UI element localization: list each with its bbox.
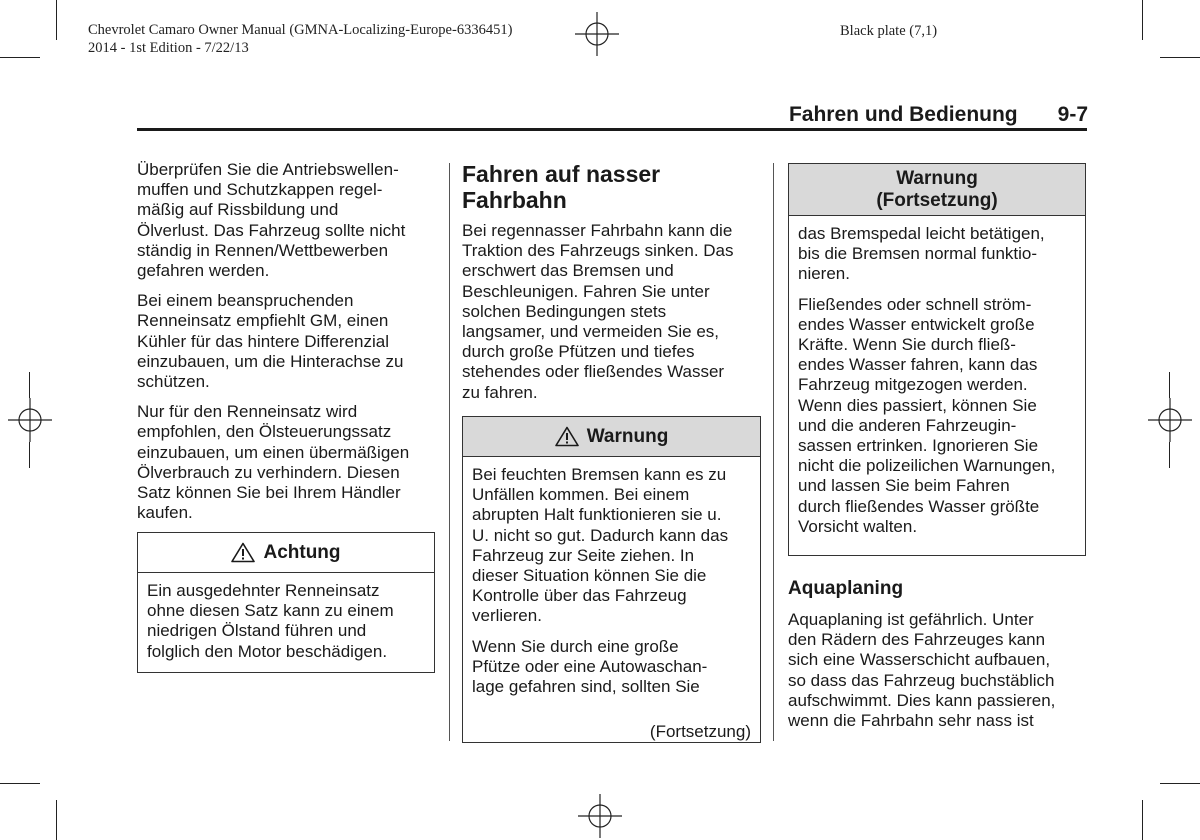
warning-paragraph: Wenn Sie durch eine große Pfütze oder eine Autowaschan- lage gefahren sind, sollten Sie [472, 636, 708, 697]
crop-mark [1169, 442, 1170, 468]
black-plate-label: Black plate (7,1) [840, 23, 938, 39]
crop-mark [56, 800, 57, 840]
caution-box [137, 532, 435, 673]
caution-title: Achtung [263, 541, 341, 563]
crop-mark [29, 372, 30, 398]
caution-text: Ein ausgedehnter Renneinsatz ohne diesen Satz kann zu einem niedrigen Ölstand führen und folglich den Motor beschädigen. [147, 581, 394, 661]
header-rule [137, 128, 1087, 131]
registration-mark-icon [575, 12, 619, 56]
registration-mark-icon [8, 398, 52, 442]
warning-continued-title: Warnung (Fortsetzung) [876, 167, 998, 211]
warning-box-body [463, 457, 760, 697]
crop-mark [56, 0, 57, 40]
crop-mark [1142, 0, 1143, 40]
subheading-aquaplaning: Aquaplaning [788, 578, 904, 599]
print-meta-line1: Chevrolet Camaro Owner Manual (GMNA-Localizing-Europe-6336451) [88, 22, 513, 38]
warning-title: Warnung [586, 425, 669, 447]
crop-mark [0, 783, 40, 784]
paragraph: Aquaplaning ist gefährlich. Unter den Rädern des Fahrzeuges kann sich eine Wasserschicht aufbauen, so dass das Fahrzeug buchstäblich aufschwimmt. Dies kann passieren, wenn die Fahrbahn sehr nass ist [788, 610, 1056, 731]
warning-triangle-icon [555, 426, 579, 447]
crop-mark [1160, 783, 1200, 784]
warning-paragraph: Bei feuchten Bremsen kann es zu Unfällen kommen. Bei einem abrupten Halt funktionieren sie u. U. nicht so gut. Dadurch kann das Fahrzeug zur Seite ziehen. In dieser Situation können Sie die Kontrolle über das Fahrzeug verlieren. [472, 465, 729, 626]
registration-mark-icon [1148, 398, 1192, 442]
page-number: 9-7 [1057, 103, 1088, 126]
warning-continued-box [788, 163, 1086, 556]
column-divider [449, 163, 450, 741]
crop-mark [1142, 800, 1143, 840]
warning-box-header [463, 417, 760, 457]
warning-triangle-icon [231, 542, 255, 563]
print-meta [88, 21, 608, 57]
warning-paragraph: das Bremspedal leicht betätigen, bis die Bremsen normal funktio- nieren. [798, 224, 1045, 284]
crop-mark [29, 442, 30, 468]
registration-mark-icon [578, 794, 622, 838]
crop-mark [1169, 372, 1170, 398]
paragraph: Bei einem beanspruchenden Renneinsatz empfiehlt GM, einen Kühler für das hintere Differenzial einzubauen, um die Hinterachse zu schützen. [137, 291, 404, 392]
crop-mark [0, 57, 40, 58]
paragraph: Bei regennasser Fahrbahn kann die Traktion des Fahrzeugs sinken. Das erschwert das Bremsen und Beschleunigen. Fahren Sie unter solchen Bedingungen stets langsamer, und vermeiden Sie es, durch große Pfützen und tiefes stehendes oder fließendes Wasser zu fahren. [462, 221, 734, 402]
section-title-text: Fahren und Bedienung [788, 103, 1018, 126]
crop-mark [1160, 57, 1200, 58]
section-title [738, 103, 1088, 127]
column-divider [773, 163, 774, 741]
continued-label: (Fortsetzung) [649, 722, 751, 741]
paragraph: Nur für den Renneinsatz wird empfohlen, den Ölsteuerungssatz einzubauen, um einen übermäßigen Ölverbrauch zu verhindern. Diesen Satz können Sie bei Ihrem Händler kaufen. [137, 402, 410, 523]
warning-continued-body [789, 216, 1085, 537]
paragraph: Überprüfen Sie die Antriebswellen- muffen und Schutzkappen regel- mäßig auf Rissbildung und Ölverlust. Das Fahrzeug sollte nicht ständig in Rennen/Wettbewerben gefahren werden. [137, 160, 406, 281]
column-3-text [788, 610, 1088, 741]
caution-box-body [138, 573, 434, 662]
warning-continued-header [789, 164, 1085, 216]
warning-box [462, 416, 761, 743]
column-1 [137, 160, 437, 533]
warning-paragraph: Fließendes oder schnell ström- endes Wasser entwickelt große Kräfte. Wenn Sie durch fließ- endes Wasser fahren, kann das Fahrzeug mitgezogen werden. Wenn dies passiert, können Sie und die anderen Fahrzeugin- sassen ertrinken. Ignorieren Sie nicht die polizeilichen Warnungen, und lassen Sie beim Fahren durch fließendes Wasser größte Vorsicht walten. [798, 294, 1056, 536]
section-heading: Fahren auf nasser Fahrbahn [462, 161, 661, 213]
column-2-text [462, 221, 762, 413]
print-meta-line2: 2014 - 1st Edition - 7/22/13 [88, 40, 249, 56]
caution-box-header [138, 533, 434, 573]
